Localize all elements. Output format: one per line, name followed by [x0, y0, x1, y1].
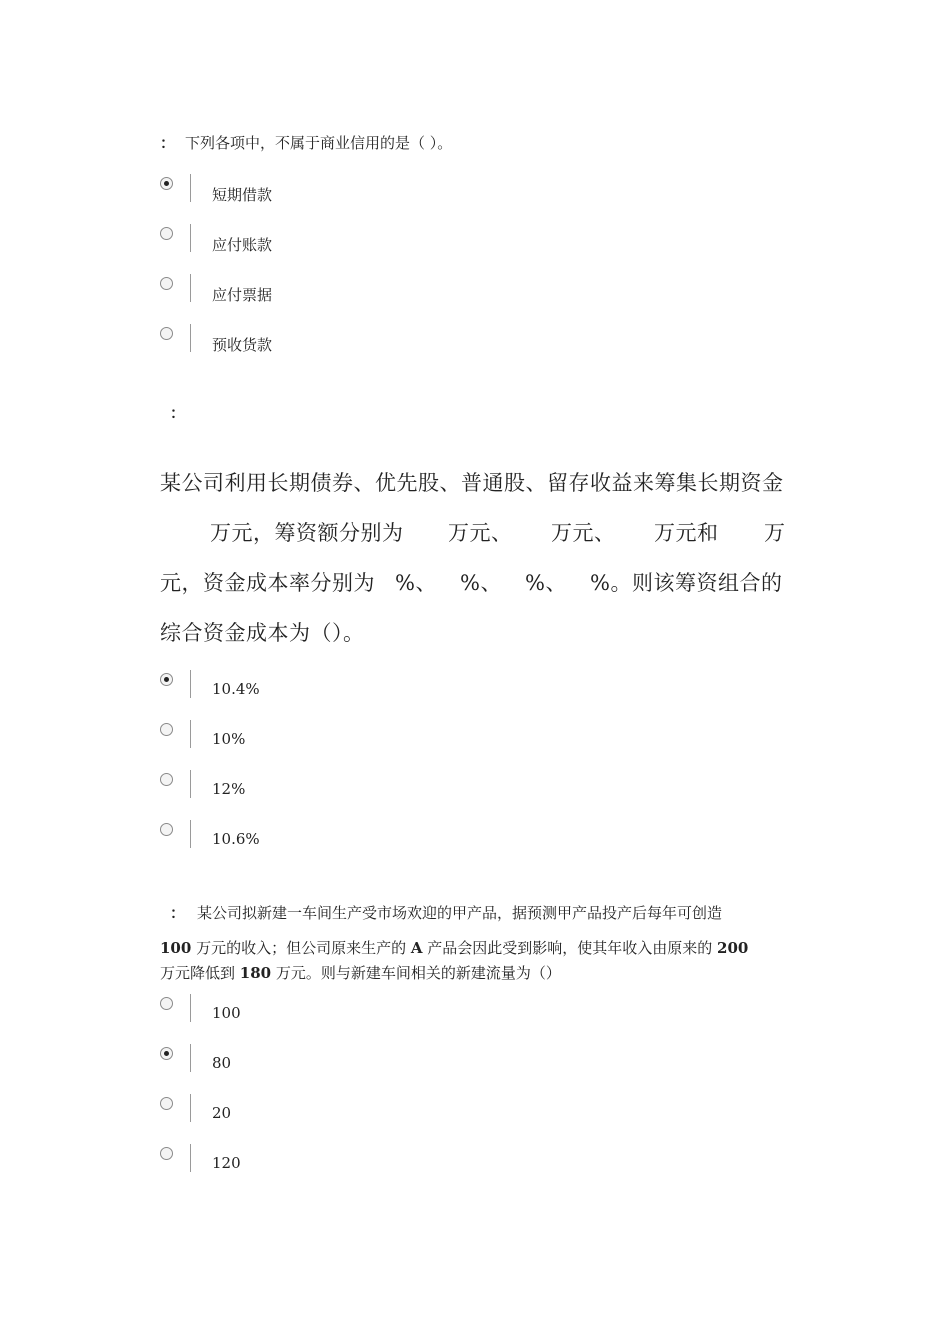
- option-label: 80: [212, 1054, 232, 1072]
- radio-button[interactable]: [160, 823, 173, 836]
- radio-button[interactable]: [160, 327, 173, 340]
- question-3-prefix: ：: [170, 904, 186, 922]
- option-label: 10%: [212, 730, 246, 748]
- q2-option-3[interactable]: [160, 770, 560, 800]
- radio-button[interactable]: [160, 1147, 173, 1160]
- option-label: 20: [212, 1104, 232, 1122]
- q3-option-2[interactable]: [160, 1044, 560, 1074]
- q2-option-2[interactable]: [160, 720, 560, 750]
- q3-text-3a: 万元降低到: [160, 964, 240, 982]
- radio-button[interactable]: [160, 227, 173, 240]
- question-2-prefix: ：: [170, 404, 186, 422]
- question-2-line-2d: 万元和: [654, 521, 719, 545]
- question-2-line-3c: %、: [460, 571, 502, 595]
- option-divider: [190, 994, 191, 1022]
- q3-text-2d: 产品会因此受到影响，使其年收入由原来的: [422, 939, 718, 957]
- option-divider: [190, 720, 191, 748]
- option-label: 应付票据: [212, 286, 273, 304]
- question-1-stem: 下列各项中，不属于商业信用的是（ ）。: [185, 134, 453, 152]
- option-label: 应付账款: [212, 236, 273, 254]
- q1-option-4[interactable]: [160, 324, 560, 354]
- radio-button-checked[interactable]: [160, 177, 173, 190]
- q3-option-4[interactable]: [160, 1144, 560, 1174]
- question-1-prefix: ：: [160, 134, 176, 152]
- option-divider: [190, 274, 191, 302]
- option-divider: [190, 670, 191, 698]
- q3-option-3[interactable]: [160, 1094, 560, 1124]
- q3-number-100: 100: [160, 939, 192, 957]
- question-1-text: [160, 132, 452, 153]
- radio-button-checked[interactable]: [160, 1047, 173, 1060]
- radio-button[interactable]: [160, 277, 173, 290]
- q1-option-3[interactable]: [160, 274, 560, 304]
- option-label: 短期借款: [212, 186, 273, 204]
- option-divider: [190, 174, 191, 202]
- question-3-text-1: 某公司拟新建一车间生产受市场欢迎的甲产品，据预测甲产品投产后每年可创造: [197, 904, 723, 922]
- question-2-line-3e: %。则该筹资组合的: [590, 571, 783, 595]
- question-2-line-3b: %、: [395, 571, 437, 595]
- option-divider: [190, 224, 191, 252]
- option-label: 10.6%: [212, 830, 260, 848]
- q3-number-200: 200: [717, 939, 749, 957]
- option-divider: [190, 770, 191, 798]
- option-divider: [190, 1044, 191, 1072]
- radio-button[interactable]: [160, 723, 173, 736]
- q3-option-1[interactable]: [160, 994, 560, 1024]
- question-2-line-1: 某公司利用长期债券、优先股、普通股、留存收益来筹集长期资金: [160, 471, 784, 495]
- question-2-line-2b: 万元、: [448, 521, 513, 545]
- option-label: 10.4%: [212, 680, 260, 698]
- q2-option-4[interactable]: [160, 820, 560, 850]
- option-divider: [190, 324, 191, 352]
- question-3-line-3: [160, 962, 561, 983]
- question-2-line-3a: 元，资金成本率分别为: [160, 571, 375, 595]
- option-label: 120: [212, 1154, 241, 1172]
- q3-number-180: 180: [239, 964, 272, 982]
- radio-button[interactable]: [160, 997, 173, 1010]
- option-label: 预收货款: [212, 336, 273, 354]
- q3-product-a: A: [410, 939, 423, 957]
- q1-option-1[interactable]: [160, 174, 560, 204]
- option-divider: [190, 1144, 191, 1172]
- question-2-line-2c: 万元、: [551, 521, 616, 545]
- q1-option-2[interactable]: [160, 224, 560, 254]
- radio-button[interactable]: [160, 1097, 173, 1110]
- q3-text-3c: 万元。则与新建车间相关的新建流量为（）: [271, 964, 561, 982]
- option-divider: [190, 820, 191, 848]
- q2-option-1[interactable]: [160, 670, 560, 700]
- question-2-line-3d: %、: [525, 571, 567, 595]
- radio-button[interactable]: [160, 773, 173, 786]
- q3-text-2b: 万元的收入；但公司原来生产的: [191, 939, 411, 957]
- question-2-line-2a: 万元，筹资额分别为: [210, 521, 404, 545]
- question-2-line-2e: 万: [764, 521, 786, 545]
- question-3-line-1: [170, 902, 722, 923]
- question-2-line-4: 综合资金成本为（）。: [160, 621, 365, 645]
- option-label: 12%: [212, 780, 246, 798]
- option-label: 100: [212, 1004, 241, 1022]
- question-3-line-2: [160, 937, 748, 958]
- option-divider: [190, 1094, 191, 1122]
- radio-button-checked[interactable]: [160, 673, 173, 686]
